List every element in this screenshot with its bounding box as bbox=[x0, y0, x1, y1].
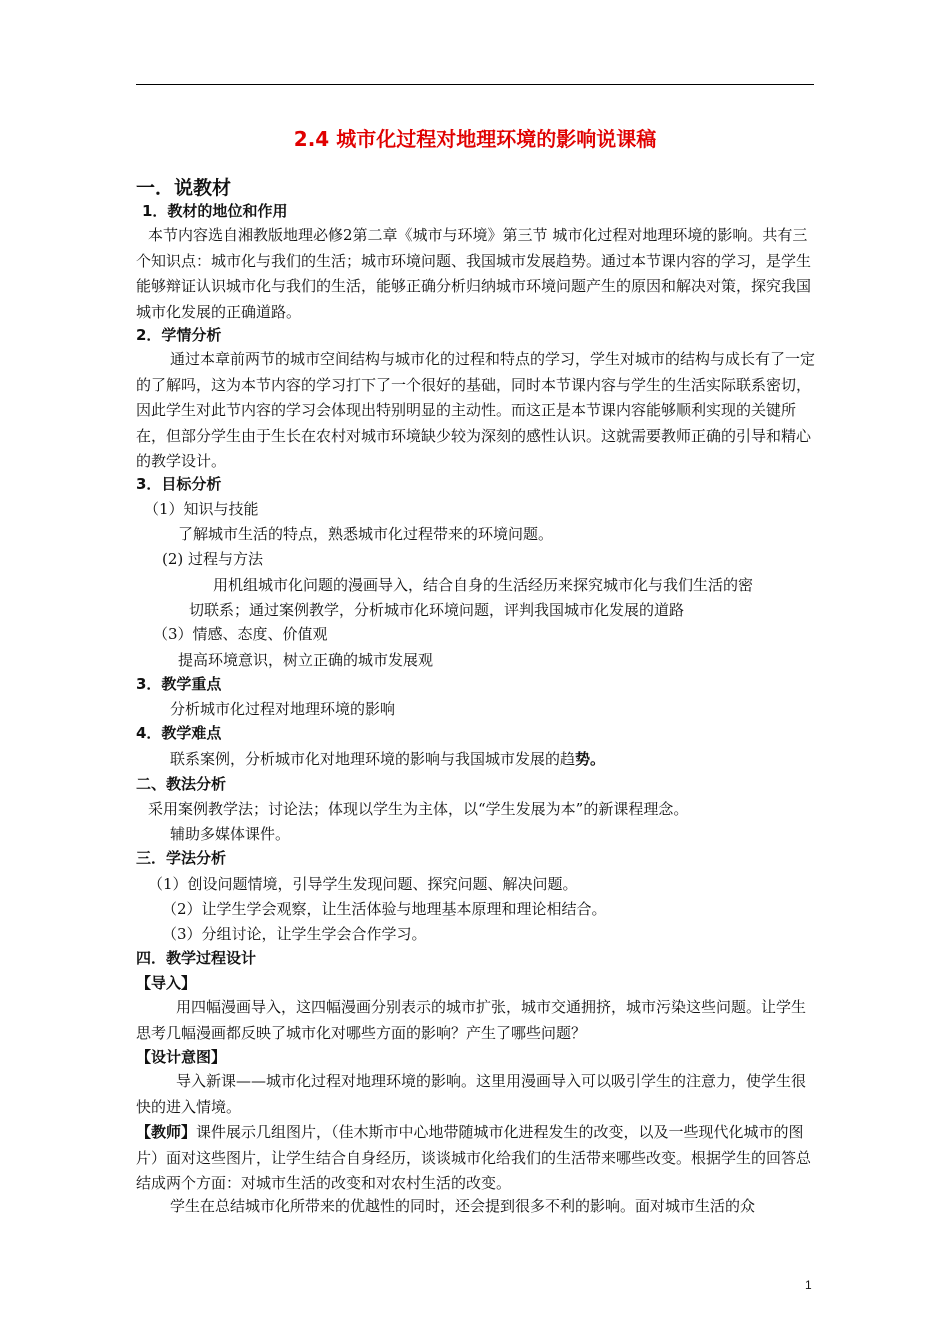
teaching-method-line-1: 采用案例教学法；讨论法；体现以学生为主体，以“学生发展为本”的新课程理念。 bbox=[148, 800, 689, 818]
key-point-heading: 3．教学重点 bbox=[136, 675, 222, 693]
difficulty-heading: 4．教学难点 bbox=[136, 724, 222, 742]
difficulty-body bbox=[170, 749, 605, 769]
section-4-heading: 四．教学过程设计 bbox=[136, 949, 257, 967]
intro-label: 【导入】 bbox=[136, 974, 197, 992]
difficulty-body-text: 联系案例，分析城市化对地理环境的影响与我国城市发展的趋 bbox=[170, 750, 576, 768]
teacher-body: 课件展示几组图片，（佳木斯市中心地带随城市化进程发生的改变，以及一些现代化城市的图片）面对这些图片，让学生结合自身经历，谈谈城市化给我们的生活带来哪些改变。根据学生的回答总结成两个方面：对城市生活的改变和对农村生活的改变。 bbox=[136, 1123, 812, 1192]
header-rule bbox=[136, 84, 814, 85]
section-1-1-heading: 1．教材的地位和作用 bbox=[142, 202, 288, 220]
design-intent-label: 【设计意图】 bbox=[136, 1048, 227, 1066]
document-title: 2.4 城市化过程对地理环境的影响说课稿 bbox=[293, 127, 657, 151]
section-1-1-body: 本节内容选自湘教版地理必修2第二章《城市与环境》第三节 城市化过程对地理环境的影响。共有三个知识点：城市化与我们的生活；城市环境问题、我国城市发展趋势。通过本节课内容的学习，是学生能够辩证认识城市化与我们的生活，能够正确分析归纳城市环境问题产生的原因和解决对策，探究我国城市化发展的正确道路。 bbox=[136, 226, 812, 321]
knowledge-skills-body: 了解城市生活的特点，熟悉城市化过程带来的环境问题。 bbox=[178, 525, 554, 543]
intro-body: 用四幅漫画导入，这四幅漫画分别表示的城市扩张，城市交通拥挤，城市污染这些问题。让学生思考几幅漫画都反映了城市化对哪些方面的影响？产生了哪些问题？ bbox=[136, 998, 807, 1042]
key-point-body: 分析城市化过程对地理环境的影响 bbox=[170, 700, 396, 718]
teacher-label: 【教师】 bbox=[136, 1123, 197, 1141]
section-1-heading: 一．说教材 bbox=[136, 177, 232, 199]
teacher-paragraph bbox=[136, 1120, 818, 1197]
section-2-heading: 二、教法分析 bbox=[136, 775, 227, 793]
section-1-3-heading: 3．目标分析 bbox=[136, 475, 222, 493]
section-1-2-heading: 2．学情分析 bbox=[136, 326, 222, 344]
process-method-label: (2) 过程与方法 bbox=[162, 550, 264, 568]
emotion-values-body: 提高环境意识，树立正确的城市发展观 bbox=[178, 651, 434, 669]
study-method-item-1: （1）创设问题情境，引导学生发现问题、探究问题、解决问题。 bbox=[148, 875, 578, 893]
process-method-body-1: 用机组城市化问题的漫画导入，结合自身的生活经历来探究城市化与我们生活的密 bbox=[213, 576, 754, 594]
page-number: 1 bbox=[805, 1278, 812, 1292]
knowledge-skills-label: （1）知识与技能 bbox=[144, 500, 259, 518]
design-intent-body: 导入新课——城市化过程对地理环境的影响。这里用漫画导入可以吸引学生的注意力，使学生很快的进入情境。 bbox=[136, 1072, 807, 1116]
section-3-heading: 三．学法分析 bbox=[136, 849, 227, 867]
emotion-values-label: （3）情感、态度、价值观 bbox=[153, 625, 328, 643]
section-1-2-body: 通过本章前两节的城市空间结构与城市化的过程和特点的学习，学生对城市的结构与成长有了一定的了解吗，这为本节内容的学习打下了一个很好的基础，同时本节课内容与学生的生活实际联系密切，因此学生对此节内容的学习会体现出特别明显的主动性。而这正是本节课内容能够顺利实现的关键所在，但部分学生由于生长在农村对城市环境缺少较为深刻的感性认识。这就需要教师正确的引导和精心的教学设计。 bbox=[136, 350, 816, 470]
study-method-item-2: （2）让学生学会观察，让生活体验与地理基本原理和理论相结合。 bbox=[162, 900, 607, 918]
process-method-body-2: 切联系；通过案例教学，分析城市化环境问题，评判我国城市化发展的道路 bbox=[189, 601, 685, 619]
final-paragraph-line: 学生在总结城市化所带来的优越性的同时，还会提到很多不利的影响。面对城市生活的众 bbox=[170, 1197, 756, 1215]
teaching-method-line-2: 辅助多媒体课件。 bbox=[170, 825, 291, 843]
study-method-item-3: （3）分组讨论，让学生学会合作学习。 bbox=[162, 925, 427, 943]
difficulty-body-bold: 势。 bbox=[575, 750, 606, 768]
